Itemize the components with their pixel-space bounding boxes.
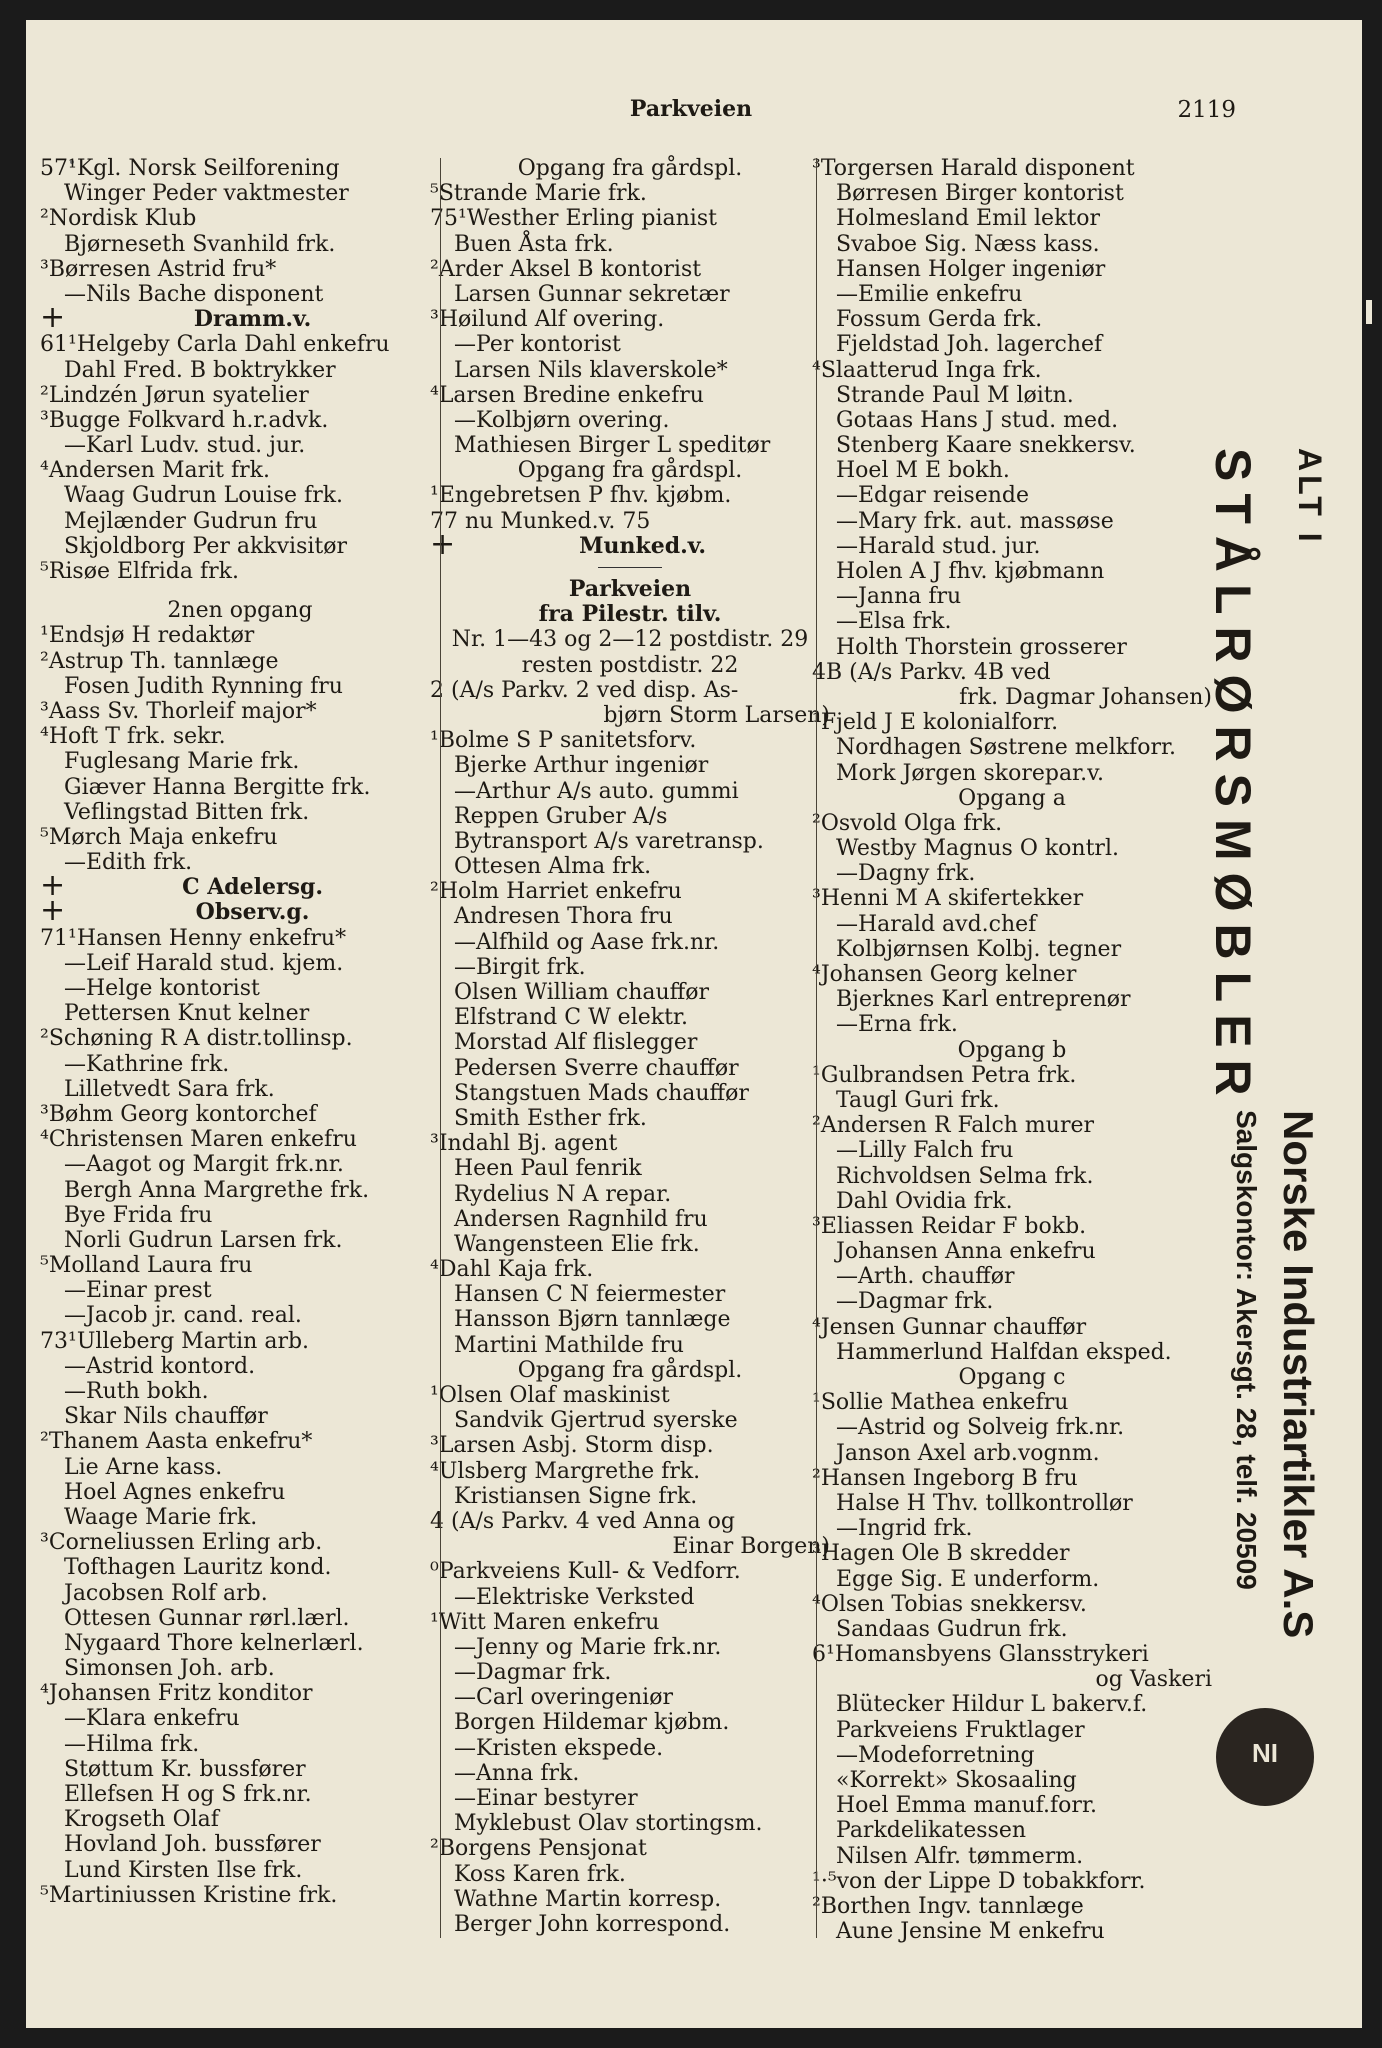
directory-entry-resident: Larsen Nils klaverskole* [454,357,728,383]
directory-entry-resident: Parkdelikatessen [836,1818,1027,1844]
directory-entry-resident: —Nils Bache disponent [64,281,324,307]
directory-entry-resident: Hovland Joh. bussfører [64,1832,321,1858]
directory-entry-resident: —Erna frk. [836,1012,958,1038]
directory-entry: ⁵Molland Laura fru [40,1253,253,1279]
directory-entry-resident: —Lilly Falch fru [836,1138,1014,1164]
directory-entry: ³Indahl Bj. agent [430,1131,618,1157]
section-heading: Nr. 1—43 og 2—12 postdistr. 29 [451,627,809,653]
spacer [40,584,440,598]
directory-entry: ²Borgens Pensjonat [430,1836,647,1862]
directory-entry-resident: —Jacob jr. cand. real. [64,1303,302,1329]
directory-entry-resident: Myklebust Olav stortingsm. [454,1811,763,1837]
directory-entry-resident: Stenberg Kaare snekkersv. [836,433,1136,459]
directory-entry-resident: Krogseth Olaf [64,1807,219,1833]
directory-entry: ⁴Ulsberg Margrethe frk. [430,1458,701,1484]
directory-entry-resident: Lilletvedt Sara frk. [64,1076,275,1102]
entry-continuation: frk. Dagmar Johansen) [959,684,1212,710]
section-separator [430,559,830,577]
directory-entry-resident: «Korrekt» Skosaaling [836,1768,1077,1793]
directory-entry-resident: —Harald avd.chef [836,911,1037,937]
cross-icon: + [430,526,456,562]
directory-entry-resident: —Kathrine frk. [64,1051,230,1077]
directory-entry: ³Hagen Ole B skredder [812,1541,1070,1567]
directory-entry-resident: Winger Peder vaktmester [64,181,349,207]
directory-entry: ³Børresen Astrid fru* [40,256,277,282]
section-heading: Opgang b [957,1037,1067,1063]
directory-entry: ³Larsen Asbj. Storm disp. [430,1433,714,1459]
directory-entry: ⁵Mørch Maja enkefru [40,824,278,850]
directory-entry-resident: Norli Gudrun Larsen frk. [64,1227,343,1253]
directory-entry: ²Arder Aksel B kontorist [430,256,702,282]
entry-continuation: og Vaskeri [1095,1667,1212,1693]
directory-entry-resident: —Janna fru [836,584,962,610]
company-logo-icon [1216,1708,1314,1806]
directory-entry-resident: Jacobsen Rolf arb. [64,1580,268,1606]
column-divider [816,158,817,1938]
directory-entry-resident: —Einar bestyrer [454,1786,638,1811]
directory-entry-resident: Støttum Kr. bussfører [64,1756,306,1782]
directory-entry-resident: Svaboe Sig. Næss kass. [836,231,1100,257]
directory-entry: ⁵Martiniussen Kristine frk. [40,1882,338,1908]
directory-entry-resident: Mathiesen Birger L speditør [454,433,771,459]
directory-entry-resident: Hansson Bjørn tannlæge [454,1307,731,1333]
directory-entry: ³Høilund Alf overing. [430,307,665,333]
directory-entry-resident: —Klara enkefru [64,1706,240,1732]
directory-entry: 77 nu Munked.v. 75 [430,508,651,534]
directory-entry-resident: Holmesland Emil lektor [836,206,1101,232]
directory-entry-resident: Bjerke Arthur ingeniør [454,753,709,779]
directory-entry-resident: Nygaard Thore kelnerlærl. [64,1630,364,1656]
directory-entry-resident: Pedersen Sverre chauffør [454,1055,739,1081]
directory-entry-resident: Parkveiens Fruktlager [836,1717,1085,1743]
directory-entry: ²Lindzén Jørun syatelier [40,382,309,408]
directory-entry-resident: Rydelius N A repar. [454,1181,672,1207]
directory-entry: 61¹Helgeby Carla Dahl enkefru [40,332,390,358]
directory-entry-resident: Koss Karen frk. [454,1861,626,1887]
directory-entry-resident: Børresen Birger kontorist [836,181,1124,207]
directory-entry-resident: Fuglesang Marie frk. [64,749,300,775]
directory-entry-resident: Ellefsen H og S frk.nr. [64,1782,312,1807]
directory-entry: ¹Engebretsen P fhv. kjøbm. [430,483,732,509]
section-heading: Opgang fra gårdspl. [517,156,743,181]
directory-entry-resident: Lie Arne kass. [64,1454,223,1480]
directory-entry-resident: —Carl overingeniør [454,1685,673,1711]
directory-entry-resident: Berger John korrespond. [454,1911,731,1937]
directory-entry: ⁵Risøe Elfrida frk. [40,559,239,584]
directory-entry: ²Borthen Ingv. tannlæge [812,1893,1084,1919]
directory-entry-resident: Johansen Anna enkefru [836,1239,1096,1265]
directory-entry-resident: Simonsen Joh. arb. [64,1656,275,1682]
directory-entry: ⁴Larsen Bredine enkefru [430,382,704,408]
section-heading: Opgang c [958,1365,1066,1390]
directory-entry-resident: Stangstuen Mads chauffør [454,1080,749,1106]
directory-entry-resident: —Birgit frk. [454,954,586,980]
directory-entry-resident: Gotaas Hans J stud. med. [836,407,1119,433]
directory-entry: ⁴Hoft T frk. sekr. [40,724,226,750]
column-2 [430,156,830,1937]
edge-mark [1366,300,1372,324]
directory-entry: ⁴Andersen Marit frk. [40,458,270,484]
ad-company-name: Norske Industriartikler A.S [1275,1110,1322,1639]
directory-entry-resident: Blütecker Hildur L bakerv.f. [836,1692,1148,1718]
directory-entry-resident: Tofthagen Lauritz kond. [64,1555,332,1581]
directory-entry-resident: —Leif Harald stud. kjem. [64,950,344,976]
directory-entry-resident: Morstad Alf flislegger [454,1030,698,1056]
directory-entry-resident: —Kolbjørn overing. [454,407,670,433]
directory-entry: ⁰Parkveiens Kull- & Vedforr. [430,1559,741,1585]
directory-entry: ⁴Dahl Kaja frk. [430,1257,594,1283]
directory-entry-resident: —Aagot og Margit frk.nr. [64,1152,344,1178]
directory-entry: ²Osvold Olga frk. [812,810,1003,836]
directory-entry: 75¹Westher Erling pianist [430,206,717,232]
cross-icon: + [40,300,66,336]
directory-entry-resident: Waage Marie frk. [64,1504,258,1530]
page-number: 2119 [1177,97,1236,123]
directory-entry-resident: —Edgar reisende [836,483,1030,509]
directory-entry-resident: Buen Åsta frk. [454,231,614,257]
directory-entry-resident: Sandaas Gudrun frk. [836,1616,1068,1642]
directory-entry-resident: —Anna frk. [454,1760,580,1786]
directory-entry-resident: —Emilie enkefru [836,281,1023,307]
column-1 [40,156,440,1908]
directory-entry-resident: Lund Kirsten Ilse frk. [64,1857,303,1883]
directory-entry: ³Corneliussen Erling arb. [40,1530,323,1556]
directory-entry-resident: Smith Esther frk. [454,1105,647,1131]
directory-entry: ¹·⁵von der Lippe D tobakkforr. [812,1868,1146,1894]
directory-entry: 2 (A/s Parkv. 2 ved disp. As- [430,677,739,703]
directory-entry-resident: Martini Mathilde fru [454,1332,684,1358]
directory-entry-resident: Taugl Guri frk. [836,1087,1000,1113]
directory-entry-resident: —Modeforretning [836,1742,1035,1768]
ad-sales-office: Salgskontor: Akersgt. 28, telf. 20509 [1231,1110,1262,1590]
directory-entry-resident: Hoel Agnes enkefru [64,1479,286,1505]
directory-entry-resident: Nilsen Alfr. tømmerm. [836,1843,1084,1869]
directory-entry: ¹Olsen Olaf maskinist [430,1383,670,1408]
directory-entry: ⁴Johansen Georg kelner [812,962,1077,987]
directory-entry-resident: —Jenny og Marie frk.nr. [454,1634,722,1660]
directory-entry-resident: Larsen Gunnar sekretær [454,281,730,307]
directory-entry-resident: Holen A J fhv. kjøbmann [836,559,1105,584]
directory-entry-resident: Ottesen Alma frk. [454,854,652,880]
directory-entry: ⁴Slaatterud Inga frk. [812,357,1042,383]
directory-entry-resident: —Ruth bokh. [64,1379,209,1404]
directory-entry-resident: Halse H Thv. tollkontrollør [836,1490,1133,1516]
directory-entry: 6¹Homansbyens Glansstrykeri [812,1642,1149,1668]
directory-entry: ²Thanem Aasta enkefru* [40,1429,313,1455]
directory-entry: ³Torgersen Harald disponent [812,156,1135,181]
directory-entry: ¹Gulbrandsen Petra frk. [812,1062,1077,1088]
directory-entry-resident: Waag Gudrun Louise frk. [64,483,344,509]
directory-entry-resident: Kristiansen Signe frk. [454,1483,698,1509]
directory-entry-resident: —Per kontorist [454,332,621,358]
section-heading: fra Pilestr. tilv. [538,601,722,628]
column-divider [440,158,441,1938]
directory-entry-resident: —Arthur A/s auto. gummi [454,778,739,804]
directory-entry: ³Henni M A skifertekker [812,886,1084,912]
directory-entry: ¹Fjeld J E kolonialforr. [812,710,1059,736]
directory-entry-resident: Giæver Hanna Bergitte frk. [64,774,371,800]
cross-street-marker [40,893,440,929]
directory-entry-resident: Wangensteen Elie frk. [454,1231,700,1257]
directory-entry-resident: Hoel M E bokh. [836,458,1010,484]
directory-entry-resident: —Mary frk. aut. massøse [836,508,1114,534]
cross-street-marker [430,526,830,562]
directory-entry-resident: Strande Paul M løitn. [836,382,1074,408]
directory-entry: ²Astrup Th. tannlæge [40,648,279,674]
cross-street-name: Dramm.v. [193,306,312,333]
directory-entry-resident: —Dagny frk. [836,861,976,887]
directory-entry-resident: Wathne Martin korresp. [454,1886,722,1912]
directory-entry: 4 (A/s Parkv. 4 ved Anna og [430,1508,735,1534]
directory-entry-resident: Mork Jørgen skorepar.v. [836,760,1104,786]
directory-entry: ⁴Jensen Gunnar chauffør [812,1314,1087,1340]
directory-entry: 71¹Hansen Henny enkefru* [40,925,347,951]
directory-entry-resident: Holth Thorstein grosserer [836,634,1127,660]
section-heading: Opgang fra gårdspl. [517,1357,743,1383]
directory-entry: ²Holm Harriet enkefru [430,879,682,905]
directory-entry: ³Eliassen Reidar F bokb. [812,1213,1087,1239]
directory-entry-resident: —Karl Ludv. stud. jur. [64,433,306,459]
directory-entry: ¹Witt Maren enkefru [430,1609,660,1635]
directory-entry-resident: Westby Magnus O kontrl. [836,836,1119,862]
directory-entry-resident: Andersen Ragnhild fru [454,1206,708,1232]
ad-steel-furniture: STÅLRØRSMØBLER [1205,448,1261,1108]
directory-entry-resident: Dahl Fred. B boktrykker [64,357,336,383]
directory-entry: ³Bøhm Georg kontorchef [40,1101,317,1127]
directory-entry-resident: Hansen C N feiermester [454,1282,726,1308]
directory-entry-resident: —Dagmar frk. [836,1289,994,1315]
directory-entry-resident: Dahl Ovidia frk. [836,1188,1013,1214]
directory-entry-resident: —Elsa frk. [836,609,952,635]
directory-entry-resident: Borgen Hildemar kjøbm. [454,1710,730,1736]
page-title: Parkveien [629,96,753,122]
directory-entry-resident: Ottesen Gunnar rørl.lærl. [64,1605,350,1631]
directory-entry-resident: —Helge kontorist [64,976,260,1001]
directory-entry: 73¹Ulleberg Martin arb. [40,1328,310,1354]
logo-text: NI [1252,1738,1278,1768]
directory-entry-resident: —Astrid og Solveig frk.nr. [836,1415,1125,1441]
directory-entry: ²Schøning R A distr.tollinsp. [40,1026,353,1052]
directory-entry-resident: Bye Frida fru [64,1202,213,1228]
cross-icon: + [40,868,66,904]
entry-continuation: bjørn Storm Larsen) [603,702,830,728]
directory-entry-resident: Heen Paul fenrik [454,1156,642,1182]
directory-entry-resident: Veflingstad Bitten frk. [64,799,310,825]
directory-entry: 57¹Kgl. Norsk Seilforening [40,156,340,181]
directory-entry: ²Andersen R Falch murer [812,1113,1095,1139]
directory-entry-resident: Bjerknes Karl entreprenør [836,987,1131,1013]
directory-entry-resident: Nordhagen Søstrene melkforr. [836,735,1177,761]
directory-entry-resident: —Einar prest [64,1278,212,1304]
directory-entry: ¹Bolme S P sanitetsforv. [430,728,697,754]
section-heading: Parkveien [568,576,692,602]
directory-entry-resident: Skar Nils chauffør [64,1404,268,1430]
directory-entry-resident: Mejlænder Gudrun fru [64,508,318,534]
section-heading: Opgang a [958,785,1066,811]
directory-entry-resident: Bjørneseth Svanhild frk. [64,231,336,257]
directory-entry: ¹Endsjø H redaktør [40,623,255,649]
section-heading: 2nen opgang [167,598,313,624]
directory-entry: ⁵Strande Marie frk. [430,181,647,207]
directory-entry-resident: —Kristen ekspede. [454,1735,664,1761]
directory-entry-resident: Aune Jensine M enkefru [836,1919,1105,1945]
directory-entry-resident: Fossum Gerda frk. [836,307,1043,333]
directory-entry-resident: —Alfhild og Aase frk.nr. [454,929,720,955]
directory-entry-resident: —Ingrid frk. [836,1516,973,1542]
directory-entry-resident: Kolbjørnsen Kolbj. tegner [836,936,1122,962]
cross-icon: + [40,893,66,929]
directory-entry-resident: Richvoldsen Selma frk. [836,1163,1094,1189]
cross-street-marker [40,868,440,904]
section-heading: resten postdistr. 22 [521,652,739,678]
directory-entry-resident: Hoel Emma manuf.forr. [836,1793,1098,1819]
directory-entry-resident: Bergh Anna Margrethe frk. [64,1177,370,1203]
directory-entry-resident: —Edith frk. [64,850,193,876]
directory-entry-resident: Fosen Judith Rynning fru [64,673,343,699]
directory-entry-resident: —Astrid kontord. [64,1353,256,1379]
directory-entry: ⁴Johansen Fritz konditor [40,1681,313,1707]
directory-entry: ²Nordisk Klub [40,206,197,232]
directory-entry-resident: Janson Axel arb.vognm. [836,1440,1100,1466]
directory-entry-resident: Reppen Gruber A/s [454,803,668,829]
directory-entry: 4B (A/s Parkv. 4B ved [812,659,1051,685]
section-heading: Opgang fra gårdspl. [517,458,743,484]
directory-entry-resident: Andresen Thora fru [454,904,673,930]
directory-entry-resident: Fjeldstad Joh. lagerchef [836,332,1103,358]
directory-entry-resident: —Elektriske Verksted [454,1584,695,1610]
directory-entry-resident: Olsen William chauffør [454,980,710,1005]
directory-entry-resident: —Arth. chauffør [836,1264,1015,1290]
ad-headline: ALT I [1292,448,1328,546]
directory-entry-resident: Pettersen Knut kelner [64,1001,310,1027]
directory-entry-resident: Skjoldborg Per akkvisitør [64,533,348,559]
cross-street-name: Observ.g. [195,899,310,926]
cross-street-name: Munked.v. [579,532,706,559]
directory-entry: ³Bugge Folkvard h.r.advk. [40,407,329,433]
directory-entry: ⁴Olsen Tobias snekkersv. [812,1591,1087,1617]
directory-entry-resident: Bytransport A/s varetransp. [454,828,764,854]
directory-entry: ¹Sollie Mathea enkefru [812,1390,1069,1416]
directory-entry: ⁴Christensen Maren enkefru [40,1127,357,1153]
directory-entry-resident: —Harald stud. jur. [836,533,1041,559]
directory-entry-resident: —Dagmar frk. [454,1660,612,1686]
directory-entry: ²Hansen Ingeborg B fru [812,1465,1078,1491]
directory-entry-resident: Sandvik Gjertrud syerske [454,1408,738,1434]
directory-entry-resident: Hansen Holger ingeniør [836,256,1106,282]
directory-entry-resident: —Hilma frk. [64,1731,200,1757]
entry-continuation: Einar Borgen) [672,1534,830,1560]
directory-entry: ³Aass Sv. Thorleif major* [40,698,317,724]
directory-entry-resident: Hammerlund Halfdan eksped. [836,1339,1172,1365]
column-3 [812,156,1212,1944]
directory-entry-resident: Egge Sig. E underform. [836,1566,1100,1592]
directory-entry-resident: Elfstrand C W elektr. [454,1005,689,1031]
cross-street-name: C Adelersg. [182,874,324,901]
cross-street-marker [40,300,440,336]
